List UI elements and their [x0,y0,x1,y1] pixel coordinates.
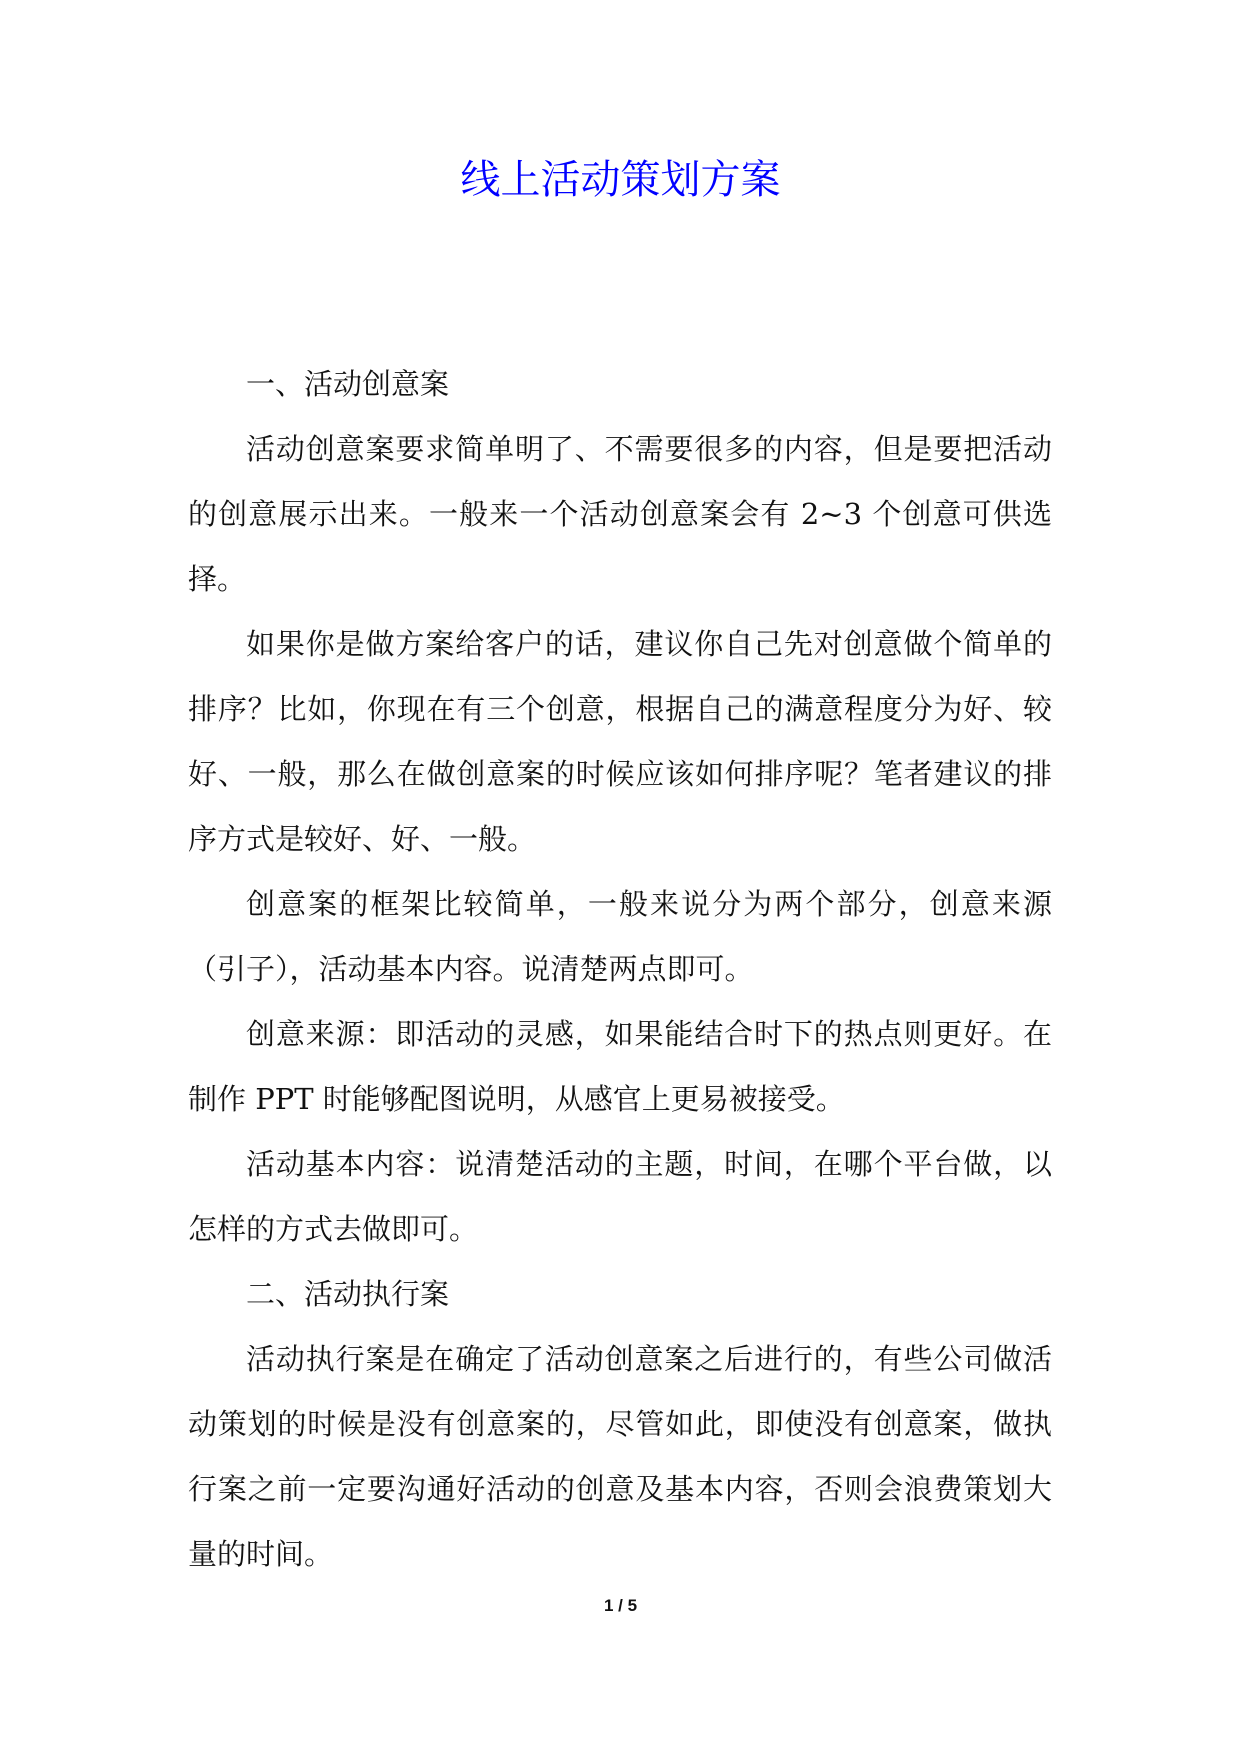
document-title: 线上活动策划方案 [460,157,781,203]
paragraph: 活动基本内容：说清楚活动的主题，时间，在哪个平台做，以怎样的方式去做即可。 [188,1147,1052,1246]
paragraph: 如果你是做方案给客户的话，建议你自己先对创意做个简单的排序？比如，你现在有三个创意，根据自己的满意程度分为好、较好、一般，那么在做创意案的时候应该如何排序呢？笔者建议的排序方式是较好、好、一般。 [188,627,1052,856]
document-body [188,352,1052,1587]
paragraph: 创意来源：即活动的灵感，如果能结合时下的热点则更好。在制作 PPT 时能够配图说明，从感官上更易被接受。 [188,1017,1052,1116]
section-heading-1: 一、活动创意案 [246,367,450,401]
paragraph: 活动执行案是在确定了活动创意案之后进行的，有些公司做活动策划的时候是没有创意案的，尽管如此，即使没有创意案，做执行案之前一定要沟通好活动的创意及基本内容，否则会浪费策划大量的时间。 [188,1342,1052,1571]
paragraph: 活动创意案要求简单明了、不需要很多的内容，但是要把活动的创意展示出来。一般来一个活动创意案会有 2~3 个创意可供选择。 [188,432,1052,596]
page-number: 1 / 5 [603,1596,638,1615]
section-heading-2: 二、活动执行案 [246,1277,450,1311]
paragraph: 创意案的框架比较简单，一般来说分为两个部分，创意来源（引子），活动基本内容。说清楚两点即可。 [188,887,1052,986]
